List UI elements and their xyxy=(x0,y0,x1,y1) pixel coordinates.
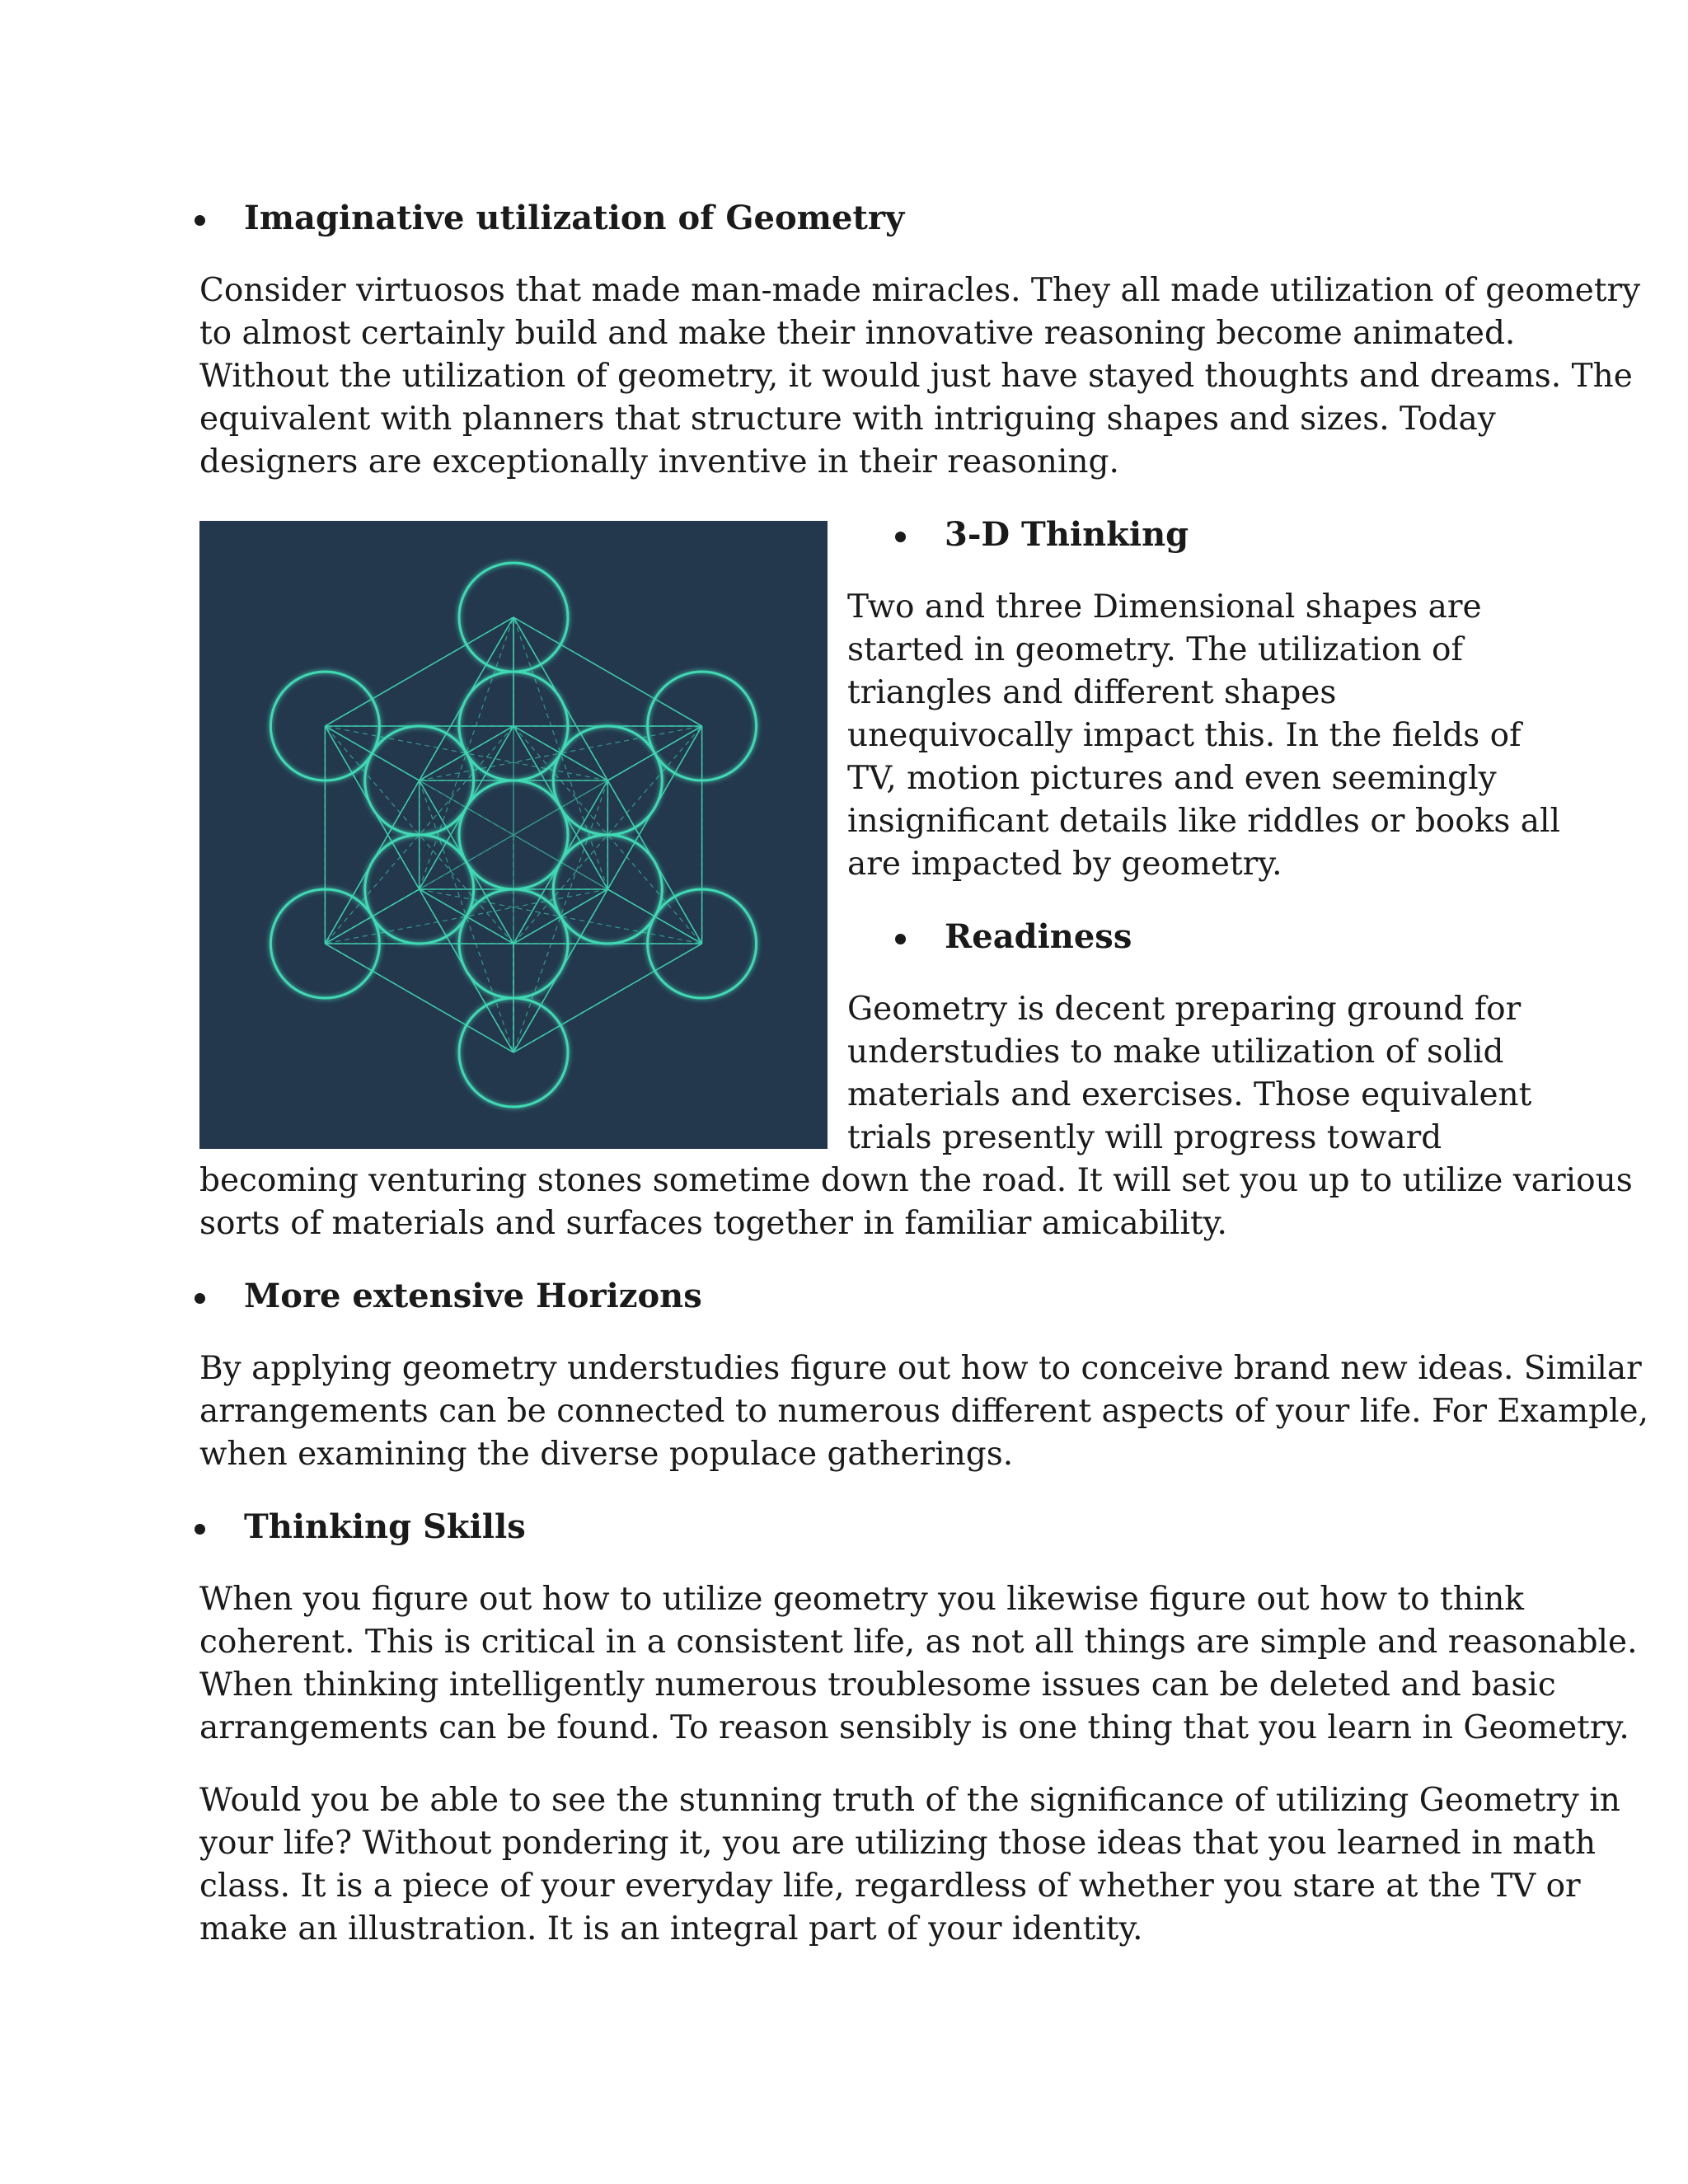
closing-paragraph xyxy=(199,1779,1620,1951)
paragraph-line: class. It is a piece of your everyday life, regardless of whether you stare at the TV or xyxy=(199,1868,1581,1905)
paragraph-line: becoming venturing stones sometime down the road. It will set you up to utilize various xyxy=(199,1162,1633,1199)
metatrons-cube-icon xyxy=(199,521,828,1149)
paragraph-line: arrangements can be connected to numerous different aspects of your life. For Example, xyxy=(199,1393,1649,1430)
section-heading-text: Readiness xyxy=(945,917,1132,956)
section-paragraph xyxy=(847,586,1560,886)
paragraph-line: started in geometry. The utilization of xyxy=(847,631,1463,668)
paragraph-line: When thinking intelligently numerous troublesome issues can be deleted and basic xyxy=(199,1666,1556,1704)
bullet-icon xyxy=(895,532,906,542)
section-paragraph-continued xyxy=(199,1160,1633,1245)
section-paragraph xyxy=(199,1578,1638,1750)
paragraph-line: trials presently will progress toward xyxy=(847,1119,1442,1156)
section-heading xyxy=(244,197,904,240)
paragraph-line: By applying geometry understudies figure out how to conceive brand new ideas. Similar xyxy=(199,1350,1642,1387)
section-heading xyxy=(945,513,1189,556)
paragraph-line: designers are exceptionally inventive in their reasoning. xyxy=(199,443,1119,480)
section-heading-text: Thinking Skills xyxy=(244,1507,526,1546)
paragraph-line: sorts of materials and surfaces together in familiar amicability. xyxy=(199,1205,1227,1242)
paragraph-line: When you figure out how to utilize geometry you likewise figure out how to think xyxy=(199,1581,1525,1618)
paragraph-line: to almost certainly build and make their innovative reasoning become animated. xyxy=(199,315,1516,352)
bullet-icon xyxy=(195,1524,205,1535)
paragraph-line: make an illustration. It is an integral part of your identity. xyxy=(199,1910,1143,1947)
metatrons-cube-figure xyxy=(199,521,828,1149)
section-paragraph xyxy=(199,1347,1648,1476)
section-heading-text: 3-D Thinking xyxy=(945,515,1189,554)
bullet-icon xyxy=(195,1293,205,1304)
paragraph-line: Would you be able to see the stunning truth of the significance of utilizing Geometry in xyxy=(199,1782,1620,1819)
paragraph-line: understudies to make utilization of solid xyxy=(847,1033,1504,1071)
paragraph-line: coherent. This is critical in a consistent life, as not all things are simple and reasonable. xyxy=(199,1624,1638,1661)
bullet-icon xyxy=(895,934,906,944)
paragraph-line: materials and exercises. Those equivalent xyxy=(847,1076,1532,1113)
paragraph-line: when examining the diverse populace gatherings. xyxy=(199,1436,1014,1473)
paragraph-line: your life? Without pondering it, you are utilizing those ideas that you learned in math xyxy=(199,1825,1597,1862)
section-heading-text: Imaginative utilization of Geometry xyxy=(244,199,905,237)
section-heading xyxy=(244,1275,702,1318)
paragraph-line: insignificant details like riddles or books all xyxy=(847,803,1561,840)
paragraph-line: are impacted by geometry. xyxy=(847,846,1282,883)
section-heading xyxy=(945,916,1132,958)
paragraph-line: unequivocally impact this. In the fields of xyxy=(847,717,1522,754)
section-paragraph xyxy=(199,269,1640,484)
paragraph-line: Two and three Dimensional shapes are xyxy=(847,588,1482,626)
section-heading xyxy=(244,1506,526,1549)
paragraph-line: arrangements can be found. To reason sensibly is one thing that you learn in Geometry. xyxy=(199,1709,1629,1746)
paragraph-line: equivalent with planners that structure with intriguing shapes and sizes. Today xyxy=(199,401,1496,438)
section-paragraph xyxy=(847,988,1531,1160)
paragraph-line: Consider virtuosos that made man-made miracles. They all made utilization of geometry xyxy=(199,272,1641,309)
paragraph-line: Geometry is decent preparing ground for xyxy=(847,991,1522,1028)
paragraph-line: Without the utilization of geometry, it would just have stayed thoughts and dreams. The xyxy=(199,358,1633,395)
bullet-icon xyxy=(195,215,205,226)
section-heading-text: More extensive Horizons xyxy=(244,1277,702,1315)
paragraph-line: TV, motion pictures and even seemingly xyxy=(847,760,1497,797)
paragraph-line: triangles and different shapes xyxy=(847,674,1337,711)
